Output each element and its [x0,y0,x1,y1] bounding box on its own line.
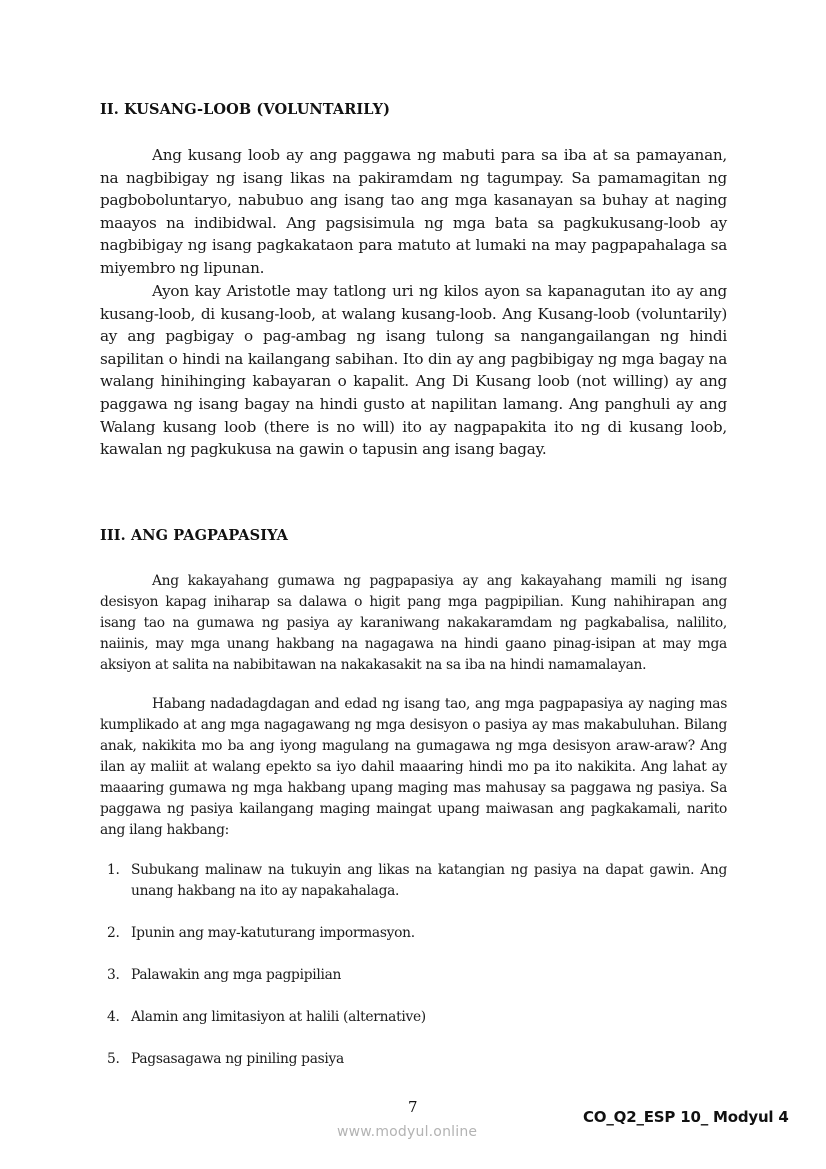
paragraph-habang: Habang nadadagdagan and edad ng isang tao, ang mga pagpapasiya ay naging mas kumplikado at ang mga nagagawang ng mga desisyon o pasiya ay mas makabuluhan. Bilang anak, nakikita mo ba ang iyong magulang na gumagawa ng mga desisyon araw-araw? Ang ilan ay maliit at walang epekto sa iyo dahil maaaring hindi mo pa ito nakikita. Ang lahat ay maaaring gumawa ng mga hakbang upang maging mas mahusay sa paggawa ng pasiya. Sa paggawa ng pasiya kailangang maging maingat upang maiwasan ang pagkakamali, narito ang ilang hakbang: [100,696,727,838]
section-heading-kusang-loob: II. KUSANG-LOOB (VOLUNTARILY) [100,101,391,118]
list-item-text: Pagsasagawa ng piniling pasiya [131,1051,344,1067]
list-item-number: 1. [107,862,120,878]
page-number: 7 [408,1098,418,1116]
list-item-text: Palawakin ang mga pagpipilian [131,967,342,983]
list-item-text: Alamin ang limitasiyon at halili (alternative) [131,1009,426,1025]
list-item-number: 5. [107,1051,120,1067]
list-item-number: 2. [107,925,120,941]
paragraph-aristotle: Ayon kay Aristotle may tatlong uri ng kilos ayon sa kapanagutan ito ay ang kusang-loob, di kusang-loob, at walang kusang-loob. Ang Kusang-loob (voluntarily) ay ang pagbigay o pag-ambag ng isang tulong sa nangangailangan ng hindi sapilitan o hindi na kailangang sabihan. Ito din ay ang pagbibigay ng mga bagay na walang hinihinging kabayaran o kapalit. Ang Di Kusang loob (not willing) ay ang paggawa ng isang bagay na hindi gusto at napilitan lamang. Ang panghuli ay ang Walang kusang loob (there is no will) ito ay nagpapakita ito ng di kusang loob, kawalan ng pagkukusa na gawin o tapusin ang isang bagay. [100,282,727,459]
section-heading-pagpapasiya: III. ANG PAGPAPASIYA [100,527,288,544]
list-item [100,860,727,902]
list-item-text: Subukang malinaw na tukuyin ang likas na katangian ng pasiya na dapat gawin. Ang unang hakbang na ito ay napakahalaga. [131,862,727,899]
watermark-url: www.modyul.online [337,1124,478,1140]
module-code: CO_Q2_ESP 10_ Modyul 4 [583,1108,789,1126]
list-item-text: Ipunin ang may-katuturang impormasyon. [131,925,415,941]
list-item [100,1049,727,1070]
list-item [100,923,727,944]
paragraph-kusang-loob-intro: Ang kusang loob ay ang paggawa ng mabuti para sa iba at sa pamayanan, na nagbibigay ng isang likas na pakiramdam ng tagumpay. Sa pamamagitan ng pagboboluntaryo, nabubuo ang isang tao ang mga kasanayan sa buhay at naging maayos na indibidwal. Ang pagsisimula ng mga bata sa pagkukusang-loob ay nagbibigay ng isang pagkakataon para matuto at lumaki na may pagpapahalaga sa miyembro ng lipunan. [100,146,727,277]
decision-steps-list [100,860,727,1070]
list-item-number: 4. [107,1009,120,1025]
list-item [100,965,727,986]
paragraph-pagpapasiya-intro: Ang kakayahang gumawa ng pagpapasiya ay ang kakayahang mamili ng isang desisyon kapag iniharap sa dalawa o higit pang mga pagpipilian. Kung nahihirapan ang isang tao na gumawa ng pasiya ay karaniwang nakakaramdam ng pagkabalisa, nalilito, naiinis, may mga unang hakbang na nagagawa na hindi gaano pinag-isipan at may mga aksiyon at salita na nabibitawan na nakakasakit na sa iba na hindi namamalayan. [100,573,727,673]
list-item-number: 3. [107,967,120,983]
list-item [100,1007,727,1028]
